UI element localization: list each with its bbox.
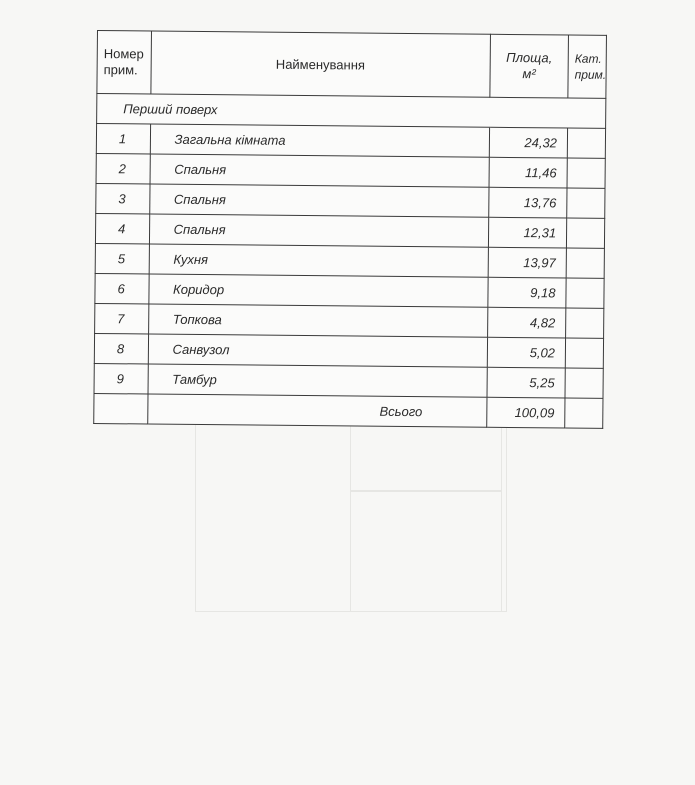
section-title-text: Перший поверх xyxy=(123,101,218,118)
table-row xyxy=(96,124,605,159)
room-category-cell xyxy=(566,308,604,338)
room-category-cell xyxy=(567,158,605,188)
room-area-cell: 9,18 xyxy=(488,277,566,308)
header-category xyxy=(568,35,607,98)
table-row xyxy=(94,363,603,398)
room-name-cell: Кухня xyxy=(149,244,489,277)
table-row xyxy=(95,273,604,308)
header-area-line2: м² xyxy=(522,66,536,82)
header-room-number-line2: прим. xyxy=(103,62,138,78)
room-name-cell: Спальня xyxy=(150,154,490,187)
room-category-cell xyxy=(567,188,605,218)
header-category-line1: Кат. xyxy=(574,51,602,66)
room-name-cell: Тамбур xyxy=(148,364,488,397)
table-row xyxy=(95,213,604,248)
room-number-cell: 2 xyxy=(96,153,150,184)
room-name-cell: Санвузол xyxy=(148,334,488,367)
room-area-cell: 11,46 xyxy=(489,157,567,188)
show-through-outline xyxy=(350,490,502,612)
table-row xyxy=(96,153,605,188)
header-area-line1: Площа, xyxy=(506,49,553,66)
room-number-cell: 7 xyxy=(95,303,149,334)
total-label: Всього xyxy=(147,394,487,427)
room-name-cell: Топкова xyxy=(148,304,488,337)
room-name-cell: Коридор xyxy=(148,274,488,307)
total-number-cell xyxy=(94,393,148,424)
room-number-cell: 3 xyxy=(96,183,150,214)
table-row xyxy=(95,303,604,338)
room-name-cell: Загальна кімната xyxy=(150,124,490,157)
section-title xyxy=(97,94,490,128)
room-area-cell: 12,31 xyxy=(488,217,566,248)
room-category-cell xyxy=(565,338,603,368)
header-category-line2: прим. xyxy=(574,67,607,82)
room-area-cell: 24,32 xyxy=(489,127,567,158)
room-category-cell xyxy=(566,278,604,308)
room-category-cell xyxy=(565,368,603,398)
total-row xyxy=(94,393,603,428)
section-row xyxy=(97,94,606,129)
room-area-cell: 5,25 xyxy=(487,367,565,398)
room-area-cell: 4,82 xyxy=(487,307,565,338)
table-row xyxy=(95,243,604,278)
table-body xyxy=(94,124,606,399)
room-number-cell: 8 xyxy=(94,333,148,364)
section-empty-cell xyxy=(489,97,605,128)
room-category-cell xyxy=(566,248,604,278)
total-category-cell xyxy=(565,398,603,428)
table-header-row xyxy=(97,31,607,99)
room-area-table xyxy=(93,30,607,429)
room-number-cell: 9 xyxy=(94,363,148,394)
room-name-cell: Спальня xyxy=(149,184,489,217)
header-room-name: Найменування xyxy=(150,31,490,97)
room-category-cell xyxy=(566,218,604,248)
room-area-cell: 13,76 xyxy=(489,187,567,218)
room-number-cell: 6 xyxy=(95,273,149,304)
header-area xyxy=(490,34,569,98)
total-area: 100,09 xyxy=(487,397,565,428)
header-room-number-line1: Номер xyxy=(103,46,144,62)
room-number-cell: 5 xyxy=(95,243,149,274)
room-number-cell: 1 xyxy=(96,124,150,155)
room-category-cell xyxy=(567,128,605,158)
table-row xyxy=(94,333,603,368)
room-name-cell: Спальня xyxy=(149,214,489,247)
room-area-cell: 5,02 xyxy=(487,337,565,368)
room-number-cell: 4 xyxy=(95,213,149,244)
header-room-number xyxy=(97,31,151,95)
room-area-cell: 13,97 xyxy=(488,247,566,278)
table-row xyxy=(96,183,605,218)
